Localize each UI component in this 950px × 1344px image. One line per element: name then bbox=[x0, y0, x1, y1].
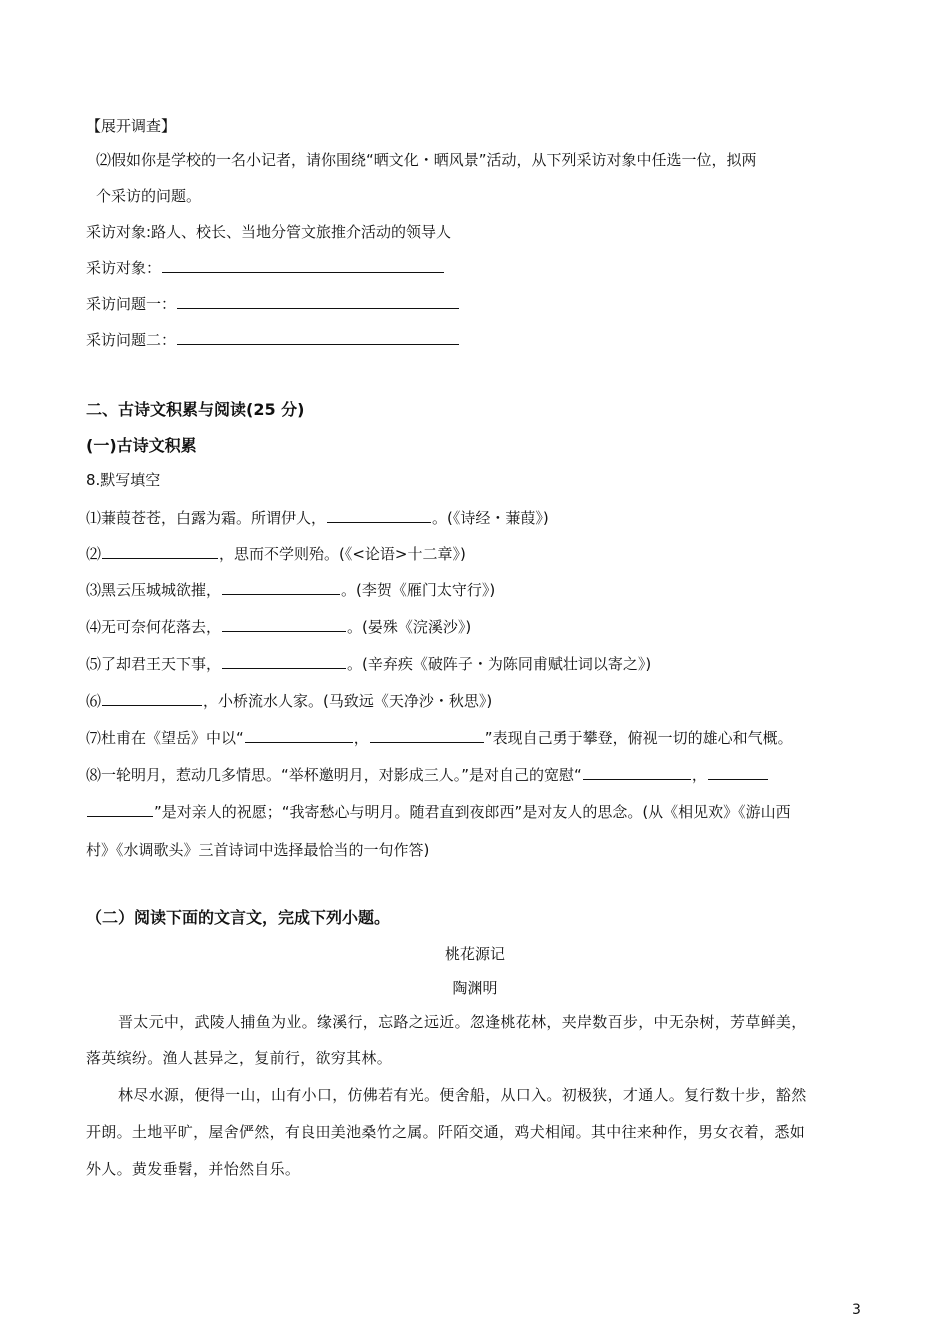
question-1-blank[interactable] bbox=[177, 294, 459, 309]
item-5-blank[interactable] bbox=[222, 654, 346, 669]
question-2-blank[interactable] bbox=[177, 330, 459, 345]
item-3-blank[interactable] bbox=[222, 580, 340, 595]
item-2-text: ⑵ bbox=[86, 545, 102, 563]
part2-sub1: (一)古诗文积累 bbox=[86, 436, 197, 455]
item-6-blank[interactable] bbox=[102, 691, 202, 706]
item-8-comma: ， bbox=[691, 766, 707, 784]
field-question-2 bbox=[86, 330, 460, 350]
item-8-text: ⑻一轮明月，惹动几多情思。“举杯邀明月，对影成三人。”是对自己的宽慰“ bbox=[86, 766, 582, 784]
item-5 bbox=[86, 654, 651, 674]
item-8-blank-2a[interactable] bbox=[708, 765, 768, 780]
passage-p1-line2: 落英缤纷。渔人甚异之，复前行，欲穷其林。 bbox=[86, 1049, 393, 1067]
question-2-line2: 个采访的问题。 bbox=[96, 187, 202, 205]
question-2-line1: ⑵假如你是学校的一名小记者，请你围绕“晒文化・晒风景”活动，从下列采访对象中任选一位，拟两 bbox=[96, 151, 757, 169]
interview-target-blank[interactable] bbox=[162, 258, 444, 273]
item-5-source: 。(辛弃疾《破阵子・为陈同甫赋壮词以寄之》) bbox=[347, 655, 652, 673]
passage-p2-line1: 林尽水源，便得一山，山有小口，仿佛若有光。便舍船，从口入。初极狭，才通人。复行数十步，豁然 bbox=[118, 1086, 807, 1104]
page-number: 3 bbox=[852, 1302, 861, 1318]
item-7-comma: ， bbox=[353, 729, 369, 747]
passage-author: 陶渊明 bbox=[452, 979, 498, 997]
passage-p2-line2: 开朗。土地平旷，屋舍俨然，有良田美池桑竹之属。阡陌交通，鸡犬相闻。其中往来种作，男女衣着，悉如 bbox=[86, 1123, 806, 1141]
survey-heading: 【展开调查】 bbox=[86, 117, 177, 135]
field-interview-target bbox=[86, 258, 445, 278]
field-interview-target-label: 采访对象： bbox=[86, 259, 162, 277]
item-7-rest: ”表现自己勇于攀登，俯视一切的雄心和气概。 bbox=[484, 729, 793, 747]
item-4-blank[interactable] bbox=[222, 617, 346, 632]
item-8-line1 bbox=[86, 765, 769, 785]
item-8-line2 bbox=[86, 802, 791, 822]
item-4-source: 。(晏殊《浣溪沙》) bbox=[347, 618, 472, 636]
item-7-blank-2[interactable] bbox=[370, 728, 484, 743]
item-1-blank[interactable] bbox=[327, 508, 431, 523]
field-question-2-label: 采访问题二： bbox=[86, 331, 177, 349]
question-8: 8.默写填空 bbox=[86, 471, 161, 489]
item-8-blank-1[interactable] bbox=[583, 765, 691, 780]
item-8-rest: ”是对亲人的祝愿；“我寄愁心与明月。随君直到夜郎西”是对友人的思念。(从《相见欢》《游山西 bbox=[154, 803, 791, 821]
part2-sub2: （二）阅读下面的文言文，完成下列小题。 bbox=[86, 908, 391, 927]
item-4-text: ⑷无可奈何花落去， bbox=[86, 618, 222, 636]
item-6-source: ，小桥流水人家。(马致远《天净沙・秋思》) bbox=[203, 692, 493, 710]
item-7-text: ⑺杜甫在《望岳》中以“ bbox=[86, 729, 244, 747]
field-question-1-label: 采访问题一： bbox=[86, 295, 177, 313]
item-1-text: ⑴蒹葭苍苍，白露为霜。所谓伊人， bbox=[86, 509, 327, 527]
passage-p2-line3: 外人。黄发垂髫，并怡然自乐。 bbox=[86, 1160, 301, 1178]
part2-title: 二、古诗文积累与阅读(25 分) bbox=[86, 400, 305, 419]
item-2 bbox=[86, 544, 466, 564]
item-2-blank[interactable] bbox=[102, 544, 218, 559]
item-1 bbox=[86, 508, 549, 528]
item-7-blank-1[interactable] bbox=[245, 728, 353, 743]
item-2-source: ，思而不学则殆。(《<论语>十二章》) bbox=[219, 545, 466, 563]
item-8-blank-2b[interactable] bbox=[87, 802, 153, 817]
interview-targets: 采访对象:路人、校长、当地分管文旅推介活动的领导人 bbox=[86, 223, 452, 241]
item-3 bbox=[86, 580, 495, 600]
item-1-source: 。(《诗经・蒹葭》) bbox=[432, 509, 549, 527]
field-question-1 bbox=[86, 294, 460, 314]
passage-title: 桃花源记 bbox=[444, 945, 505, 963]
item-3-text: ⑶黑云压城城欲摧， bbox=[86, 581, 222, 599]
item-5-text: ⑸了却君王天下事， bbox=[86, 655, 222, 673]
item-3-source: 。(李贺《雁门太守行》) bbox=[341, 581, 496, 599]
item-4 bbox=[86, 617, 471, 637]
item-6 bbox=[86, 691, 492, 711]
item-7 bbox=[86, 728, 793, 748]
item-6-text: ⑹ bbox=[86, 692, 102, 710]
passage-p1-line1: 晋太元中，武陵人捕鱼为业。缘溪行，忘路之远近。忽逢桃花林，夹岸数百步，中无杂树，芳草鲜美， bbox=[118, 1013, 807, 1031]
item-8-line3: 村》《水调歌头》三首诗词中选择最恰当的一句作答) bbox=[86, 841, 430, 859]
